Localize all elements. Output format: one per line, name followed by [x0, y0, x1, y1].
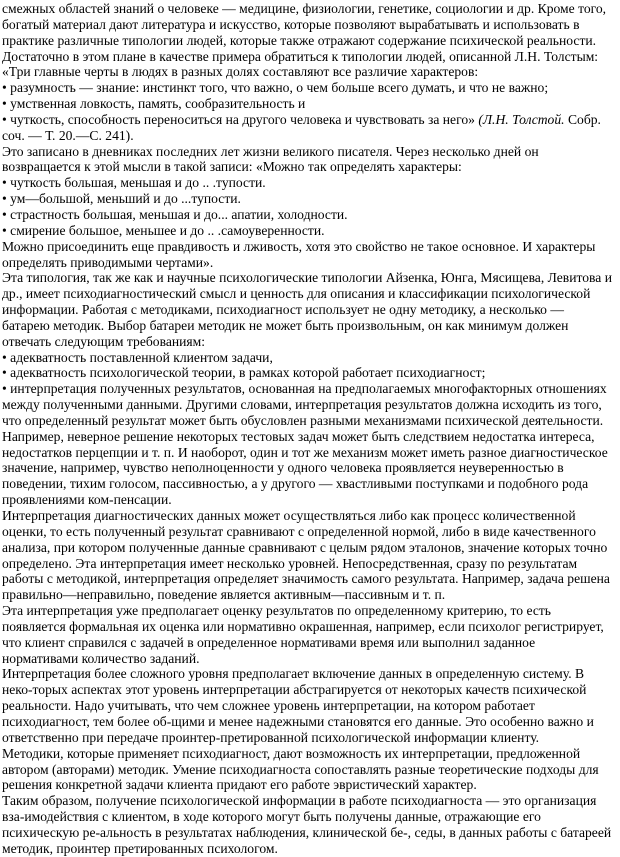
bullet-text: • чуткость, способность переноситься на другого человека и чувствовать за него» — [2, 111, 475, 127]
bullet-item: • адекватность психологической теории, в рамках которой работает психодиагност; — [2, 365, 486, 381]
paragraph: Таким образом, получение психологической информации в работе психодиагноста — это организация вза-имодействия с клиентом, в ходе которого могут быть получены данные, отражающие его психическую ре-альность в результатах наблюдения, клинической бе-, седы, в данных работы с батареей методик, проинтер претированных психологом. — [2, 793, 612, 856]
bullet-item: • умственная ловкость, память, сообразительность и — [2, 96, 306, 112]
bullet-item: • интерпретация полученных результатов, основанная на предполагаемых многофакторных отношениях между полученными данными. Другими словами, интерпретация результатов должна исходить из того, что определенный результат может быть обусловлен разными механизмами психической деятельности. Например, неверное решение некоторых тестовых задач может быть следствием недостатка интереса, недостатков перцепции и т. п. И наоборот, один и тот же механизм может иметь разное диагностическое значение, например, чувство неполноценности у одного человека проявляется неуверенностью в поведении, тихим голосом, пассивностью, а у другого — хвастливыми поступками и подобного рода проявлениями ком-пенсации. — [2, 381, 608, 508]
paragraph: Эта интерпретация уже предполагает оценку результатов по определенному критерию, то есть появляется формальная их оценка или нормативно окрашенная, например, если психолог регистрирует, что клиент справился с задачей в определенное нормативами время или выполнил заданное нормативами количество заданий. — [2, 603, 604, 666]
bullet-item: • адекватность поставленной клиентом задачи, — [2, 349, 273, 365]
bullet-item: • страстность большая, меньшая и до... апатии, холодности. — [2, 206, 348, 222]
bullet-item-with-citation — [2, 112, 613, 144]
paragraph: Эта типология, так же как и научные психологические типологии Айзенка, Юнга, Мясищева, Левитова и др., имеет психодиагностический смысл и ценность для описания и классификации психологической информации. Работая с методиками, психодиагност использует не одну методику, а несколько — батарею методик. Выбор батареи методик не может быть произвольным, он как минимум должен отвечать следующим требованиям: — [2, 270, 612, 349]
tolstoy-quote-lead: «Три главные черты в людях в разных долях составляют все различие характеров: — [2, 64, 479, 80]
bullet-item: • ум—большой, меньший и до ...тупости. — [2, 191, 241, 207]
bullet-item: • чуткость большая, меньшая и до .. .тупости. — [2, 175, 266, 191]
bullet-item: • смирение большое, меньшее и до .. .самоуверенности. — [2, 222, 325, 238]
citation-author: (Л.Н. Толстой. — [478, 111, 565, 127]
paragraph: Методики, которые применяет психодиагност, дают возможность их интерпретации, предложенной автором (авторами) методик. Умение психодиагноста сопоставлять разные теоретические подходы для решения конкретной задачи клиента придают его работе эвристический характер. — [2, 745, 599, 793]
paragraph: Это записано в дневниках последних лет жизни великого писателя. Через несколько дней он возвращается к этой мысли в такой записи: «Можно так определять характеры: — [2, 143, 539, 175]
paragraph-intro: смежных областей знаний о человеке — медицине, физиологии, генетике, социологии и др. Кроме того, богатый материал дают литература и искусство, которые позволяют вырабатывать и использовать в практике различные типологии людей, которые также отражают содержание психической реальности. Достаточно в этом плане в качестве примера обратиться к типологии людей, описанной Л.Н. Толстым: — [2, 1, 607, 64]
paragraph: Можно присоединить еще правдивость и лживость, хотя это свойство не такое основное. И характеры определять приводимыми чертами». — [2, 238, 596, 270]
bullet-item: • разумность — знание: инстинкт того, что важно, о чем больше всего думать, и что не важно; — [2, 80, 549, 96]
paragraph: Интерпретация более сложного уровня предполагает включение данных в определенную систему. В неко-торых аспектах этот уровень интерпретации абстрагируется от некоторых качеств психической реальности. Надо учитывать, что чем сложнее уровень интерпретации, на котором работает психодиагност, тем более об-щими и менее надежными становятся его данные. Это особенно важно и ответственно при передаче проинтер-претированной психологической информации клиенту. — [2, 666, 594, 745]
paragraph: Интерпретация диагностических данных может осуществляться либо как процесс количественной оценки, то есть полученный результат сравнивают с определенной нормой, либо в виде качественного анализа, при котором полученные данные сравнивают с целым рядом эталонов, значение которых точно определено. Эта интерпретация имеет несколько уровней. Непосредственная, сразу по результатам работы с методикой, интерпретация определяет значимость самого результата. Например, задача решена правильно—неправильно, поведение является активным—пассивным и т. п. — [2, 508, 610, 603]
citation-source: Собр. соч. — Т. 20.—С. 241). — [2, 111, 601, 143]
